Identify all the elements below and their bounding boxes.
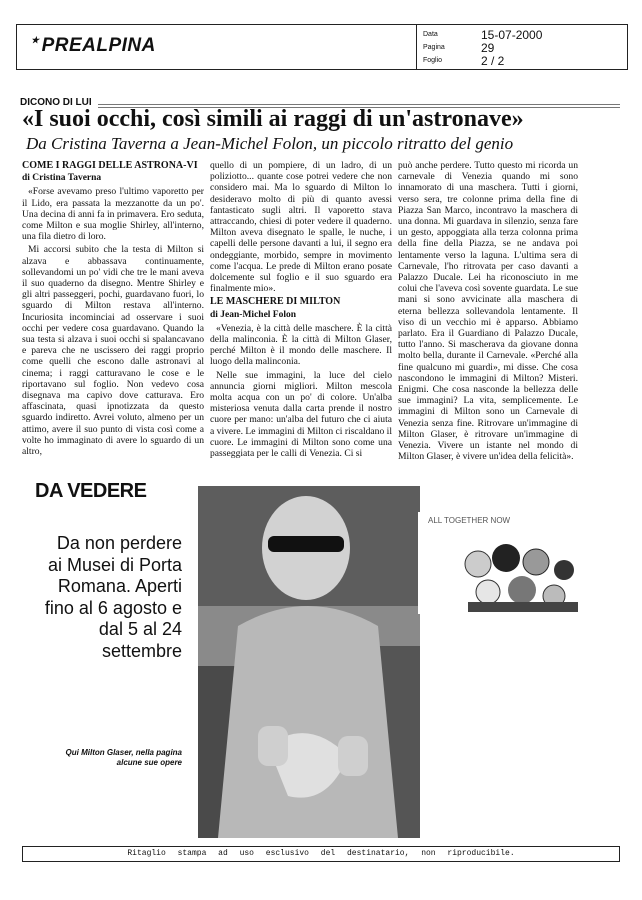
section-title: LE MASCHERE DI MILTON xyxy=(210,296,341,308)
meta-sheet: Foglio 2 / 2 xyxy=(423,54,505,68)
subheadline: Da Cristina Taverna a Jean-Michel Folon, un piccolo ritratto del genio xyxy=(26,134,514,153)
headline: «I suoi occhi, così simili ai raggi di un'astronave» xyxy=(22,106,524,132)
article-column-3 xyxy=(398,160,578,464)
article-column-2 xyxy=(210,160,392,461)
footer-notice: Ritaglio stampa ad uso esclusivo del destinatario, non riproducibile. xyxy=(22,846,620,862)
meta-page: Pagina 29 xyxy=(423,41,495,55)
da-vedere-title: DA VEDERE xyxy=(35,480,147,502)
masthead xyxy=(16,24,417,70)
logo-text: PREALPINA xyxy=(41,35,156,56)
paragraph: Nelle sue immagini, la luce del cielo annuncia giorni migliori. Milton mescola molta acqua con un po' di colore. Un'alba misteriosa venuta dalla carta prende il nostro cuore per mano: un'alba del futuro che ci aiuta a vivere. Le immagini di Milton ci riscaldano il cuore. Le immagini di Milton sono come una passeggiata per le calli di Venezia. Ci si xyxy=(210,369,392,460)
section-title: COME I RAGGI DELLE ASTRONA-VI xyxy=(22,160,198,171)
milton-glaser-photo xyxy=(198,486,420,838)
star-icon: ★ xyxy=(31,35,40,45)
byline: di Cristina Taverna xyxy=(22,173,102,184)
paragraph: «Forse avevamo preso l'ultimo vaporetto per il Lido, era passata la mezzanotte da un po'. Una decina di anni fa in primavera. Ero seduta, come Milton e sua moglie Shirley, all'interno, una fila dietro di loro. xyxy=(22,186,204,243)
clipping-meta xyxy=(416,24,628,70)
photo-caption: Qui Milton Glaser, nella pagina alcune sue opere xyxy=(65,748,182,767)
newspaper-logo xyxy=(31,35,156,57)
article-column-1 xyxy=(22,160,204,459)
artwork-title: ALL TOGETHER NOW xyxy=(428,516,511,525)
da-vedere-text: Da non perdere ai Musei di Porta Romana. Aperti fino al 6 agosto e dal 5 al 24 settembre xyxy=(44,533,182,661)
paragraph: quello di un pompiere, di un ladro, di un poliziotto... quante cose potrei vedere che non considero mai. Ma lo sguardo di Milton lo desideravo molto di più di quanto avessi fantasticato sugli altri. Il vaporetto stava attraccando, chiesi di poter vedere il quaderno. Milton aveva disegnato le spalle, le nuche, i capelli delle persone davanti a lui, il segno era ondeggiante, morbido, sempre in movimento come l'acqua. Le prede di Milton erano posate dolcemente sul foglio e il suo sguardo era finalmente mio». xyxy=(210,160,392,295)
paragraph: «Venezia, è la città delle maschere. È la città della malinconia. È la città di Milton Glaser, perché Milton è il mondo delle maschere. Il luogo della malinconia. xyxy=(210,322,392,368)
rubric-label: DICONO DI LUI xyxy=(20,97,98,108)
paragraph: Mi accorsi subito che la testa di Milton si alzava e abbassava continuamente, sollevandomi un po' vidi che tre le mani aveva il suo quaderno da disegno. Mentre Shirley e gli altri passeggeri, pochi, guardavano fuori, lo sguardo di Milton restava all'interno. Incuriosita incominciai ad osservare i suoi occhi per vedere cosa guardavano. Quando la sua testa si alzava i suoi occhi si spalancavano e pareva che ne uscissero dei raggi proprio come quelli che escono dalle astronavi al cinema; i raggi catturavano le cose e le riportavano sul foglio. Non vedevo cosa disegnava ma capivo dove catturava. Ero affascinata, quasi ipnotizzata da questo sguardo indiretto. Avrei voluto, almeno per un attimo, avere il suo punto di vista così come a volte ho immaginato di avere lo sguardo di un altro, xyxy=(22,244,204,458)
byline: di Jean-Michel Folon xyxy=(210,309,297,320)
artwork-all-together-now xyxy=(418,512,594,614)
meta-date: Data 15-07-2000 xyxy=(423,28,543,42)
paragraph: può anche perdere. Tutto questo mi ricorda un carnevale di Venezia quando mi sono innamorato di una maschera. Tutti i giorni, verso sera, tre colonne prima della fine di Piazza San Marco, incontravo la maschera di una donna. Mi guardava in silenzio, senza fare un gesto, appoggiata alla terza colonna prima della fine della Piazza, se ne andava poi lentamente verso la laguna. L'ultima sera di Carnevale, l'ho ritrovata per caso davanti a Palazzo Ducale. Lei ha riconosciuto in me colui che l'aveva così sovente guardata. Le sue mani si sono avvicinate alla maschera di eterna bellezza sollevandola lentamente. Il viso di un vecchio mi è apparso. Abbiamo parlato. Era il Guardiano di Palazzo Ducale, tutto l'anno. Si mascherava da giovane donna molto bella, durante il Carnevale. «Perché alla fine qualcuno mi guardi», mi disse. Che cosa nascondono le immagini di Milton? Misteri. Enigmi. Che cosa nasconde la bellezza delle sue immagini? La vita, semplicemente. Le immagini di Milton sono un Carnevale di Venezia senza fine. Ritrovare un'immagine di Milton Glaser, è ritrovare un'immagine di Venezia. Vivere un istante nel mondo di Milton Glaser, è vivere un'idea della felicità». xyxy=(398,160,578,463)
